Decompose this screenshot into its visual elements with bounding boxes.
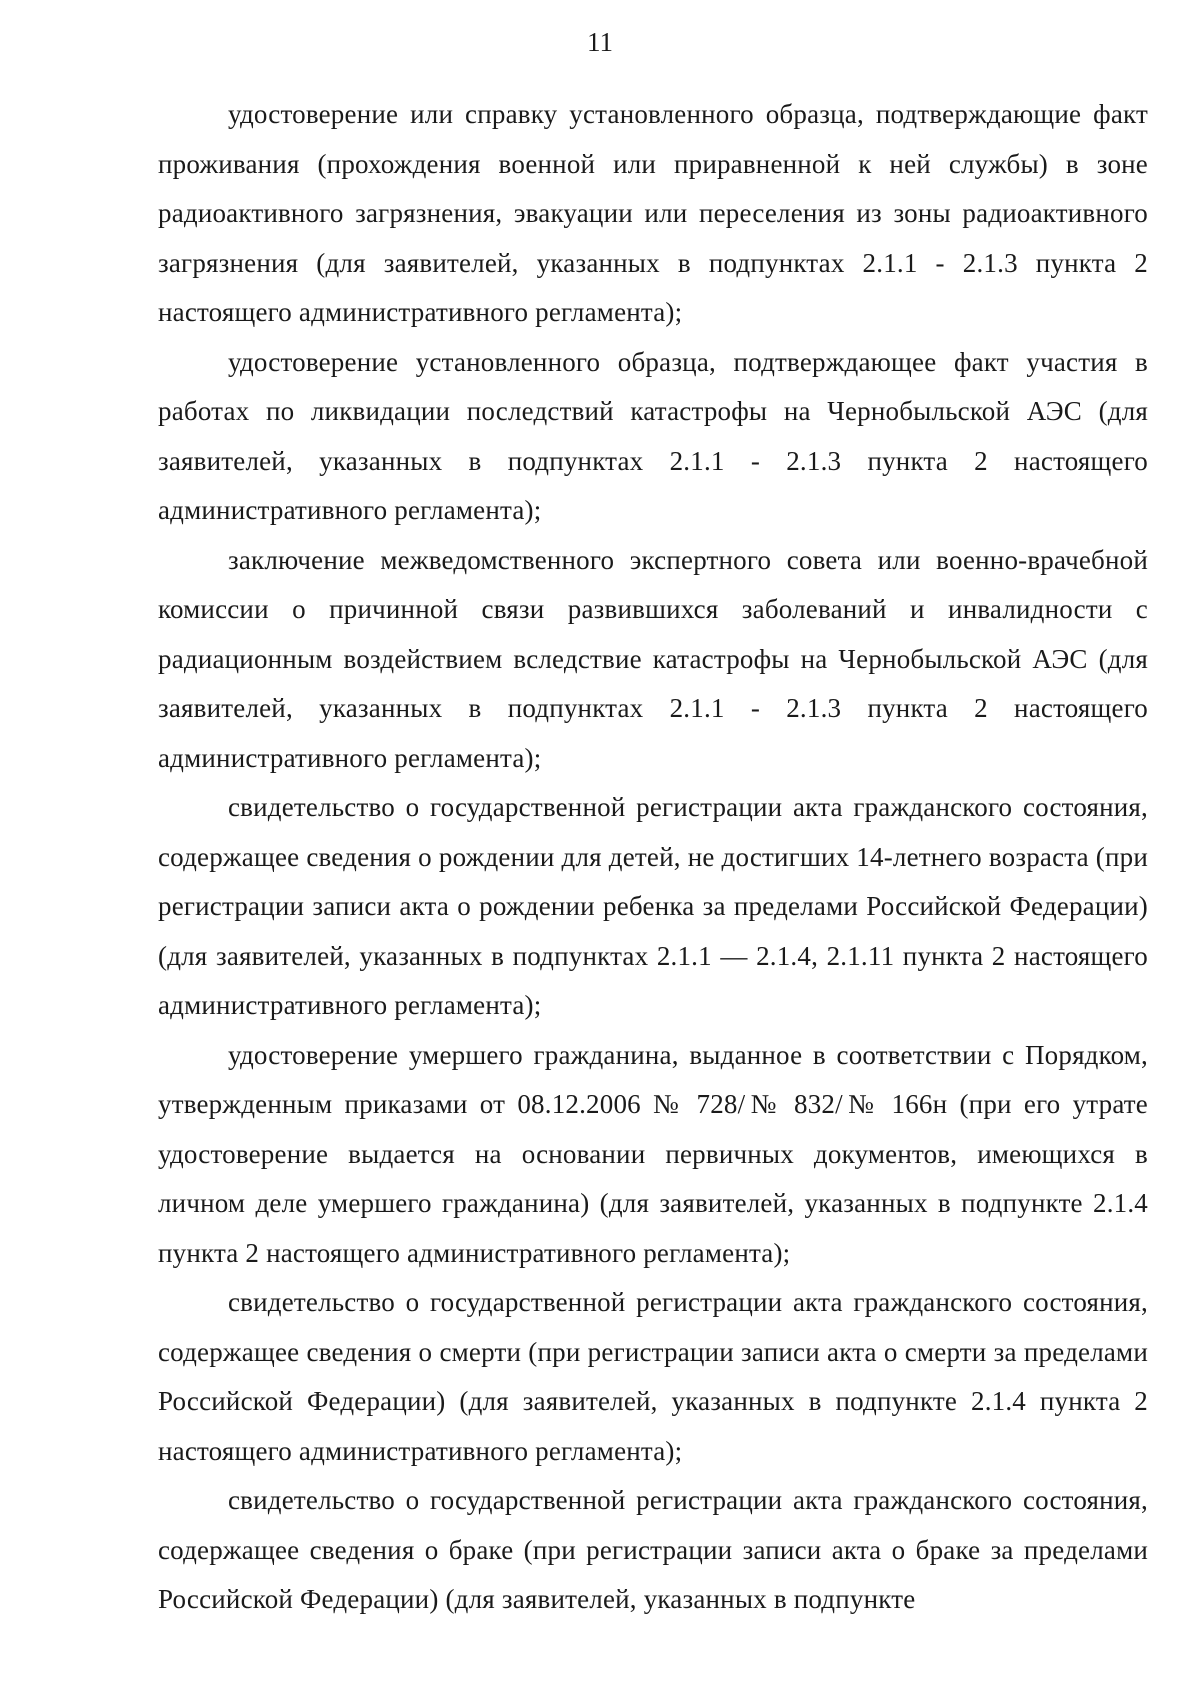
paragraph-deceased-citizen-certificate: удостоверение умершего гражданина, выданное в соответствии с Порядком, утвержденным приказами от 08.12.2006 № 728/№ 832/№ 166н (при его утрате удостоверение выдается на основании первичных документов, имеющихся в личном деле умершего гражданина) (для заявителей, указанных в подпункте 2.1.4 пункта 2 настоящего административного регламента); <box>158 1039 1148 1268</box>
document-body <box>158 90 1148 1625</box>
paragraph-marriage-registration-certificate: свидетельство о государственной регистрации акта гражданского состояния, содержащее сведения о браке (при регистрации записи акта о браке за пределами Российской Федерации) (для заявителей, указанных в подпункте <box>158 1485 1148 1614</box>
paragraph-liquidation-participant-certificate: удостоверение установленного образца, подтверждающее факт участия в работах по ликвидации последствий катастрофы на Чернобыльской АЭС (для заявителей, указанных в подпунктах 2.1.1 - 2.1.3 пункта 2 настоящего административного регламента); <box>158 346 1148 525</box>
paragraph-death-registration-certificate: свидетельство о государственной регистрации акта гражданского состояния, содержащее сведения о смерти (при регистрации записи акта о смерти за пределами Российской Федерации) (для заявителей, указанных в подпункте 2.1.4 пункта 2 настоящего административного регламента); <box>158 1287 1148 1466</box>
paragraph-residence-certificate: удостоверение или справку установленного образца, подтверждающие факт проживания (прохождения военной или приравненной к ней службы) в зоне радиоактивного загрязнения, эвакуации или переселения из зоны радиоактивного загрязнения (для заявителей, указанных в подпунктах 2.1.1 - 2.1.3 пункта 2 настоящего административного регламента); <box>158 99 1148 327</box>
paragraph-birth-registration-certificate: свидетельство о государственной регистрации акта гражданского состояния, содержащее сведения о рождении для детей, не достигших 14-летнего возраста (при регистрации записи акта о рождении ребенка за пределами Российской Федерации) (для заявителей, указанных в подпунктах 2.1.1 — 2.1.4, 2.1.11 пункта 2 настоящего административного регламента); <box>158 792 1148 1020</box>
paragraph-expert-council-conclusion: заключение межведомственного экспертного совета или военно-врачебной комиссии о причинной связи развившихся заболеваний и инвалидности с радиационным воздействием вследствие катастрофы на Чернобыльской АЭС (для заявителей, указанных в подпунктах 2.1.1 - 2.1.3 пункта 2 настоящего административного регламента); <box>158 544 1148 773</box>
page-number: 11 <box>587 27 613 57</box>
